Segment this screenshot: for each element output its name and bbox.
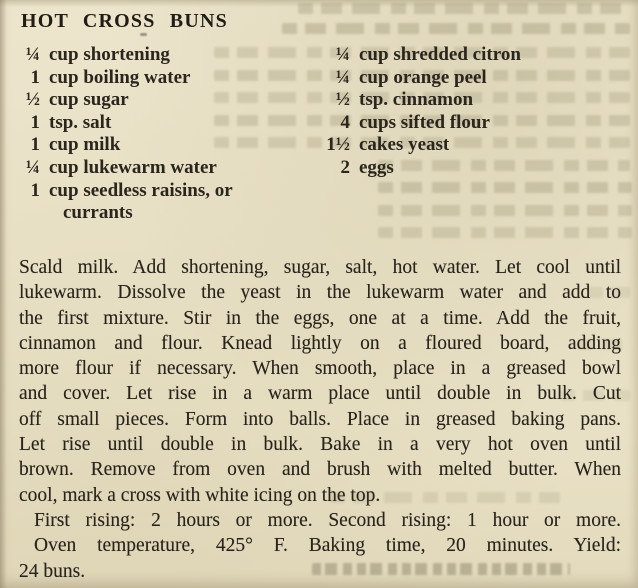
- yield-line: 24 buns.: [19, 560, 86, 582]
- ingredient-row: [14, 180, 314, 203]
- ingredient-quantity: ¼: [25, 156, 40, 178]
- instruction-line: more flour if necessary. When smooth, place in a greased bowl: [19, 358, 621, 380]
- ingredient-name: cup lukewarm water: [49, 156, 217, 178]
- ingredient-row: [314, 112, 630, 135]
- recipe-title: HOT CROSS BUNS: [21, 10, 228, 32]
- ingredient-name: cup orange peel: [359, 66, 487, 88]
- instruction-line: lukewarm. Dissolve the yeast in the lukewarm water and add to: [19, 282, 621, 304]
- bleedthrough-line: [378, 227, 632, 238]
- ingredient-quantity: 1: [30, 111, 40, 133]
- ingredient-name: cup boiling water: [49, 66, 191, 88]
- ingredient-row: [14, 67, 314, 90]
- ingredient-row: [14, 44, 314, 67]
- ingredient-name: cup sugar: [49, 89, 129, 111]
- ingredient-quantity: ¼: [335, 44, 350, 65]
- instruction-line: Let rise until double in bulk. Bake in a very hot oven until: [19, 434, 621, 456]
- ingredient-row: [14, 134, 314, 157]
- ingredient-quantity: ¼: [25, 44, 40, 65]
- ingredient-quantity: ½: [335, 89, 350, 111]
- ingredient-quantity: ¼: [335, 66, 350, 88]
- ingredient-quantity: 2: [340, 156, 350, 178]
- ingredient-row: [314, 67, 630, 90]
- ingredient-name: tsp. salt: [49, 111, 112, 133]
- ingredient-quantity: ½: [25, 89, 40, 111]
- recipe-notes: [19, 508, 621, 584]
- ingredient-quantity: 1: [30, 66, 40, 88]
- ingredient-quantity: 1: [30, 179, 40, 201]
- ingredient-row-continuation: [14, 202, 314, 225]
- ingredient-row: [314, 157, 630, 180]
- ingredient-name: cups sifted flour: [359, 111, 490, 133]
- ingredient-row: [314, 89, 630, 112]
- ingredient-column-left: [14, 44, 314, 225]
- ingredient-name: cup shredded citron: [359, 44, 521, 65]
- baking-info: Oven temperature, 425° F. Baking time, 20 minutes. Yield:: [34, 535, 621, 557]
- ingredient-name: cup seedless raisins, or: [49, 179, 233, 201]
- rising-times: First rising: 2 hours or more. Second rising: 1 hour or more.: [34, 510, 621, 531]
- ingredient-name: cakes yeast: [359, 134, 450, 156]
- ingredient-row: [314, 134, 630, 157]
- ingredient-quantity: 4: [340, 111, 350, 133]
- ingredient-name: currants: [63, 202, 133, 224]
- ingredient-row: [14, 157, 314, 180]
- ingredient-name: cup milk: [49, 134, 121, 156]
- ingredient-row: [14, 112, 314, 135]
- instructions-paragraph: [19, 255, 621, 508]
- instruction-line: brown. Remove from oven and brush with melted butter. When: [19, 459, 621, 481]
- ingredient-row: [314, 44, 630, 67]
- instruction-line: the first mixture. Stir in the eggs, one at a time. Add the fruit,: [19, 307, 621, 329]
- ingredient-quantity: 1½: [326, 134, 350, 156]
- bleedthrough-line: [282, 23, 630, 34]
- instruction-line: cool, mark a cross with white icing on the top.: [19, 484, 381, 506]
- bleedthrough-line: [298, 3, 630, 14]
- ingredient-name: cup shortening: [49, 44, 170, 65]
- ingredient-name: eggs: [359, 156, 394, 178]
- instruction-line: and cover. Let rise in a warm place until double in bulk. Cut: [19, 383, 621, 405]
- ingredient-name: tsp. cinnamon: [359, 89, 474, 111]
- instruction-line: Scald milk. Add shortening, sugar, salt, hot water. Let cool until: [19, 257, 621, 278]
- ingredient-row: [14, 89, 314, 112]
- ingredient-list: [14, 44, 630, 225]
- instruction-line: cinnamon and flour. Knead lightly on a floured board, adding: [19, 332, 621, 354]
- ingredient-column-right: [314, 44, 630, 180]
- instruction-line: off small pieces. Form into balls. Place in greased baking pans.: [19, 408, 621, 430]
- ingredient-quantity: 1: [30, 134, 40, 156]
- ingredient-quantity: [14, 202, 49, 225]
- ink-speck: [140, 33, 147, 36]
